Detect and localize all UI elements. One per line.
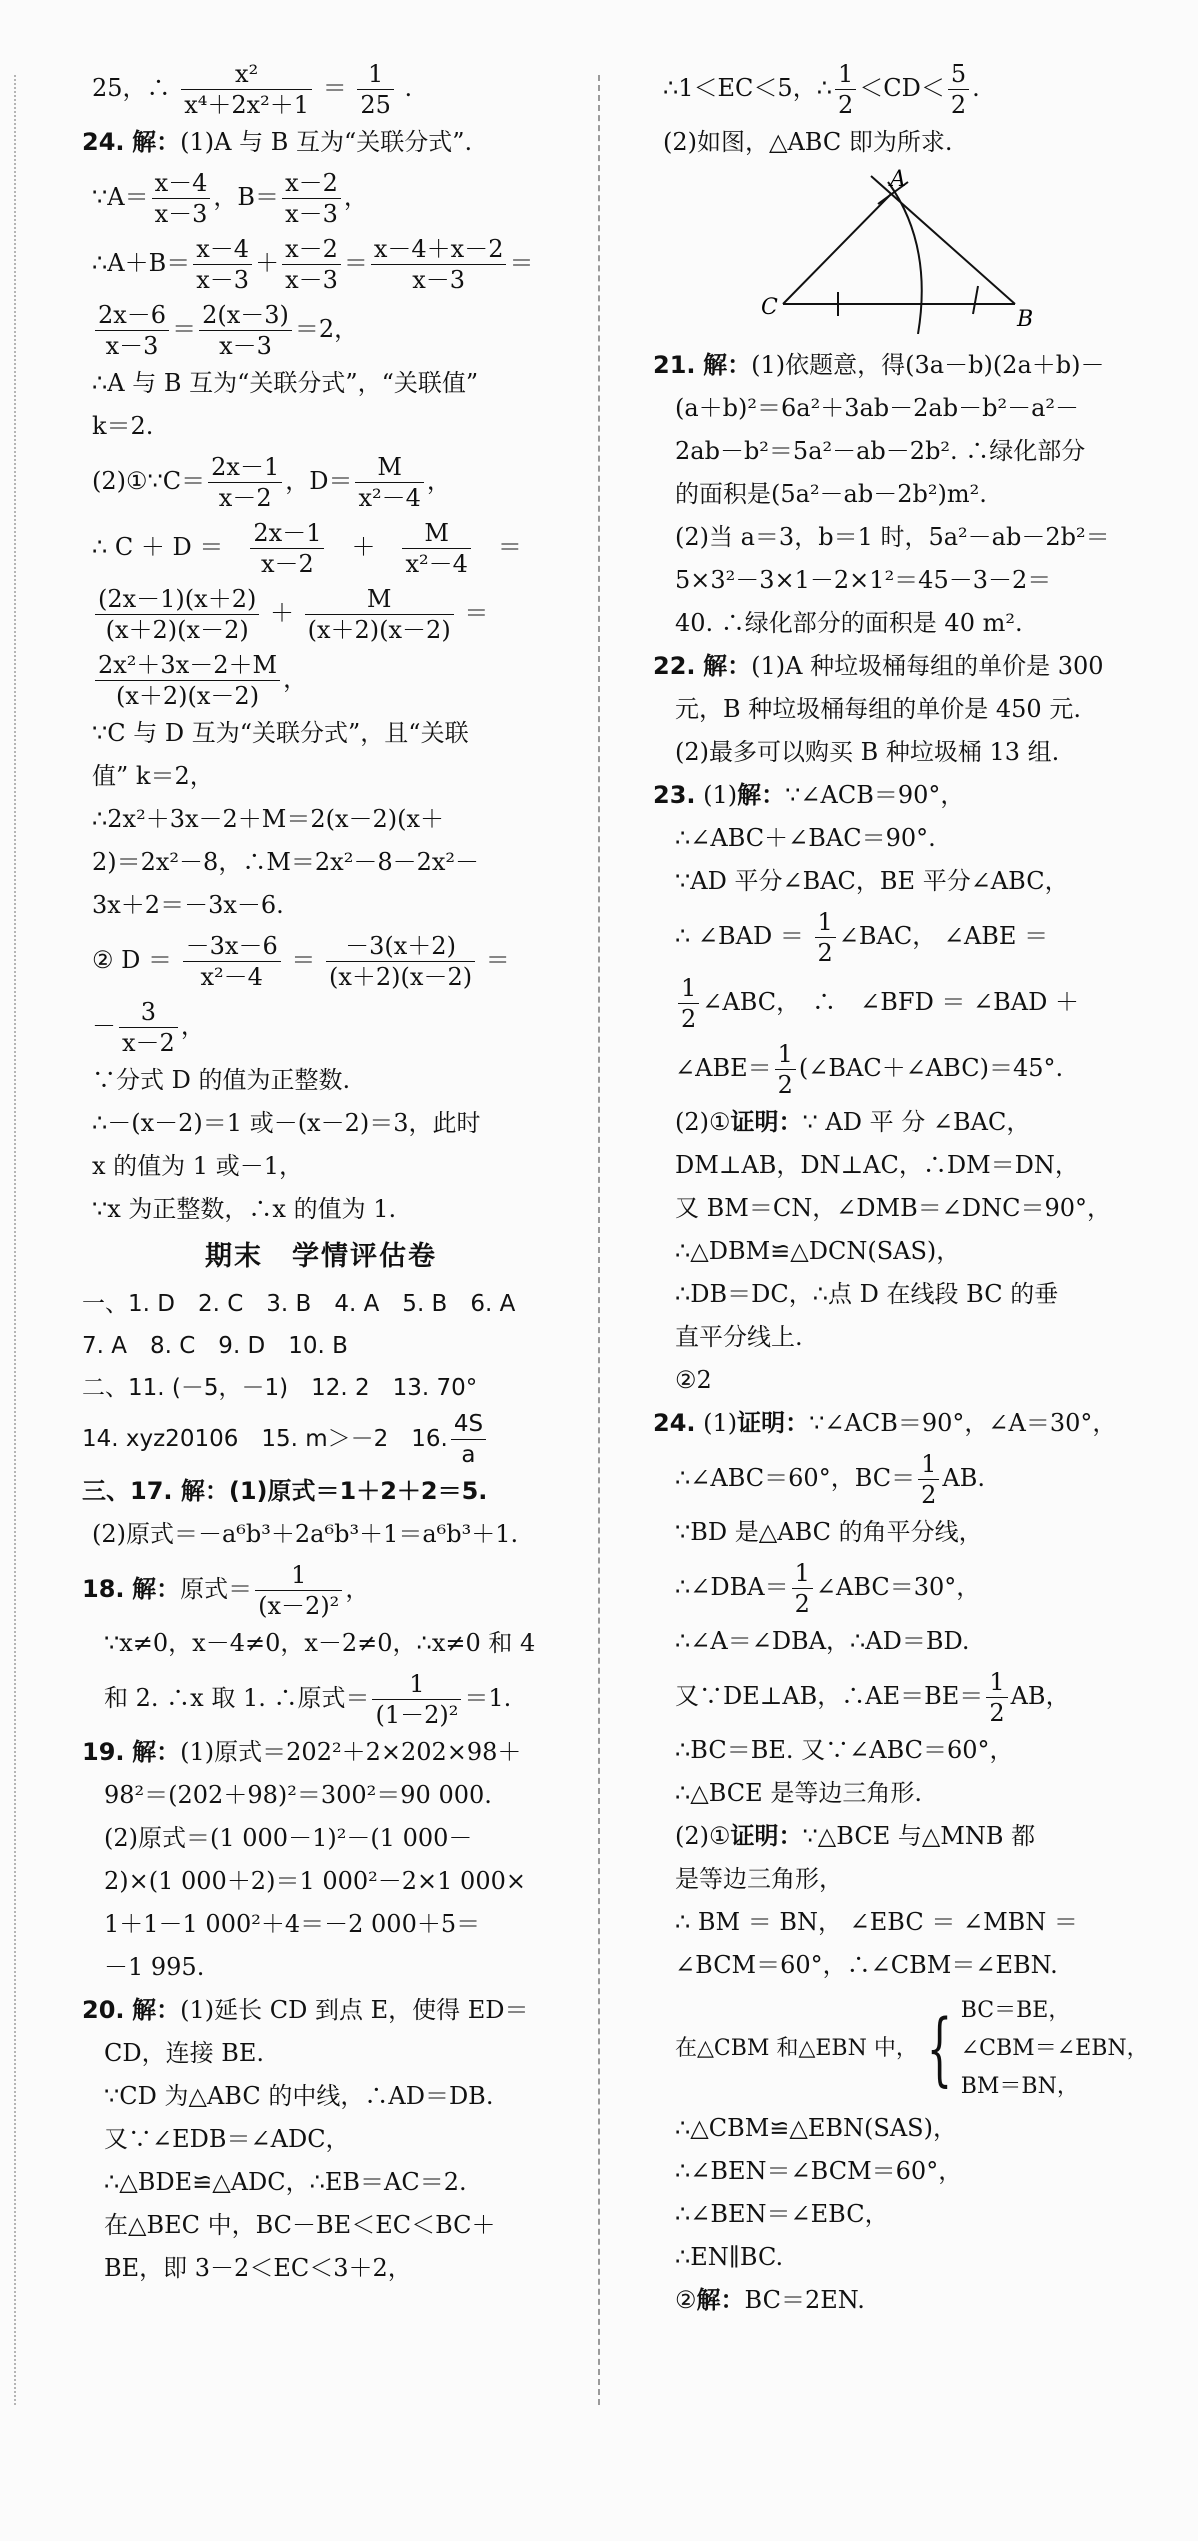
answer-row: 14. xyz20106 15. m＞－2 16. $\frac{4S}{a}$ <box>82 1409 560 1470</box>
answer-row: 二、11. (－5，－1) 12. 2 13. 70° <box>82 1375 478 1401</box>
fraction: $\frac{x-2}{x-3}$ <box>282 168 341 229</box>
line: 2)＝2x²－8，∴M＝2x²－8－2x²－ <box>92 848 480 876</box>
line: ∴∠DBA＝ $\frac{1}{2}$ ∠ABC＝30°， <box>675 1559 981 1618</box>
line: 98²＝(202＋98)²＝300²＝90 000. <box>104 1781 492 1809</box>
line: (2)原式＝(1 000－1)²－(1 000－ <box>104 1824 473 1852</box>
answer-row: 一、1. D 2. C 3. B 4. A 5. B 6. A <box>82 1291 516 1317</box>
line: 又 BM＝CN，∠DMB＝∠DNC＝90°， <box>675 1194 1112 1222</box>
line: ∴△CBM≌△EBN(SAS)， <box>675 2114 957 2142</box>
line: (2)①∵C＝ $\frac{2x-1}{x-2}$ ，D＝ $\frac{M}{\text{x²－4}}$ ， <box>92 453 451 512</box>
line: ∠ABE＝ $\frac{1}{2}$ (∠BAC＋∠ABC)＝45°. <box>675 1040 1064 1099</box>
line: 40. ∴绿化部分的面积是 40 m². <box>675 609 1023 637</box>
line: 2ab－b²＝5a²－ab－2b². ∴绿化部分 <box>675 437 1086 465</box>
line: 的面积是(5a²－ab－2b²)m². <box>675 480 987 508</box>
solution-label: 解： <box>132 128 181 156</box>
line: CD，连接 BE. <box>104 2039 265 2067</box>
line: (2)原式＝－a⁶b³＋2a⁶b³＋1＝a⁶b³＋1. <box>92 1520 519 1548</box>
side-AB <box>871 176 1015 304</box>
line: DM⊥AB，DN⊥AC，∴DM＝DN， <box>675 1151 1079 1179</box>
line: 直平分线上. <box>675 1323 803 1351</box>
line: 1＋1－1 000²＋4＝－2 000＋5＝ <box>104 1910 481 1938</box>
line: ∴1＜EC＜5，∴ $\frac{1}{2}$ ＜CD＜ $\frac{5}{2}$ . <box>663 60 980 119</box>
line: (a＋b)²＝6a²＋3ab－2ab－b²－a²－ <box>675 394 1080 422</box>
line: (2)当 a＝3，b＝1 时，5a²－ab－2b²＝ <box>675 523 1110 551</box>
line: BE，即 3－2＜EC＜3＋2， <box>104 2254 412 2282</box>
line: ∴∠BEN＝∠EBC， <box>675 2200 889 2228</box>
line: ∵x 为正整数，∴x 的值为 1. <box>92 1195 397 1223</box>
line: ∴－(x－2)＝1 或－(x－2)＝3，此时 <box>92 1109 481 1137</box>
line: ∵C 与 D 互为“关联分式”，且“关联 <box>92 719 469 747</box>
line: k＝2. <box>92 412 154 440</box>
line: ②解：BC＝2EN. <box>675 2286 865 2314</box>
vertex-label-B: B <box>1017 307 1034 332</box>
text: 25，∴ <box>92 74 171 102</box>
question-24: 24. 解：(1)A 与 B 互为“关联分式”. <box>82 128 473 156</box>
question-21: 21. 解：(1)依题意，得(3a－b)(2a＋b)－ <box>653 351 1105 379</box>
line: ∴ ∠BAD ＝ $\frac{1}{2}$ ∠BAC， ∠ABE ＝ <box>675 908 1049 967</box>
left-column <box>82 55 560 2290</box>
line: ∴A 与 B 互为“关联分式”，“关联值” <box>92 369 479 397</box>
line: － $\frac{3}{x-2}$ ， <box>92 998 205 1057</box>
line: $\frac{\text{2x²＋3x－2＋M}}{(x+2)(x-2)}$ ， <box>82 646 560 712</box>
fraction: $\frac{\text{x²}}{\text{x⁴＋2x²＋1}}$ <box>181 59 312 120</box>
line: 在△BEC 中，BC－BE＜EC＜BC＋ <box>104 2211 496 2239</box>
line: ∴△BCE 是等边三角形. <box>675 1779 922 1807</box>
line: ∵x≠0，x－4≠0，x－2≠0，∴x≠0 和 4 <box>104 1629 536 1657</box>
line: 和 2. ∴x 取 1. ∴原式＝ $\frac{1}{\text{(1－2)²}}$ ＝1. <box>104 1670 512 1729</box>
question-24-right: 24. (1)证明：∵∠ACB＝90°，∠A＝30°， <box>653 1409 1117 1437</box>
line: 值” k＝2， <box>92 762 214 790</box>
line: 2)×(1 000＋2)＝1 000²－2×1 000× <box>104 1867 526 1895</box>
question-20: 20. 解：(1)延长 CD 到点 E，使得 ED＝ <box>82 1996 529 2024</box>
line: (2)如图，△ABC 即为所求. <box>663 128 953 156</box>
line: 5×3²－3×1－2×1²＝45－3－2＝ <box>675 566 1052 594</box>
line: ∵分式 D 的值为正整数. <box>92 1066 351 1094</box>
brace: { <box>926 2001 953 2095</box>
fraction: $\frac{1}{25}$ <box>357 59 394 120</box>
triangle-diagram <box>753 164 1053 334</box>
question-17: 三、17. 解：(1)原式＝1＋2＋2＝5. <box>82 1477 488 1505</box>
answer-row: 7. A 8. C 9. D 10. B <box>82 1333 348 1359</box>
line: ∵CD 为△ABC 的中线，∴AD＝DB. <box>104 2082 494 2110</box>
line: ∴∠ABC＝60°，BC＝ $\frac{1}{2}$ AB. <box>675 1450 986 1509</box>
line: ∴EN∥BC. <box>675 2243 784 2271</box>
question-number: 24. <box>82 128 125 156</box>
line: (2)①证明：∵△BCE 与△MNB 都 <box>675 1822 1036 1850</box>
line: $\frac{2x-6}{x-3}$ ＝ $\frac{2(x-3)}{x-3}$ ＝2， <box>82 296 560 362</box>
line: ∴BC＝BE. 又∵∠ABC＝60°， <box>675 1736 1014 1764</box>
line: (2)①证明：∵ AD 平 分 ∠BAC， <box>675 1108 1031 1136</box>
line: ∴∠BEN＝∠BCM＝60°， <box>675 2157 963 2185</box>
line: ∴ C ＋ D ＝ $\frac{2x-1}{x-2}$ ＋ $\frac{M}{\text{x²－4}}$ ＝ <box>92 519 522 578</box>
triangle-figure <box>653 164 1123 344</box>
line: ∴∠A＝∠DBA，∴AD＝BD. <box>675 1627 970 1655</box>
question-22: 22. 解：(1)A 种垃圾桶每组的单价是 300 <box>653 652 1104 680</box>
line: ∴△BDE≌△ADC，∴EB＝AC＝2. <box>104 2168 467 2196</box>
line: 是等边三角形， <box>675 1865 843 1893</box>
vertex-label-A: A <box>890 167 906 192</box>
line: 在△CBM 和△EBN 中， { BC＝BE， ∠CBM＝∠EBN， BM＝BN， <box>653 1987 1123 2107</box>
line: －1 995. <box>104 1953 205 1981</box>
vertex-label-C: C <box>761 295 778 320</box>
line: ∵A＝ $\frac{x-4}{x-3}$ ，B＝ $\frac{x-2}{x-3}$ ， <box>92 169 368 228</box>
line: ∴∠ABC＋∠BAC＝90°. <box>675 824 936 852</box>
line: ∴DB＝DC，∴点 D 在线段 BC 的垂 <box>675 1280 1059 1308</box>
line: x 的值为 1 或－1， <box>92 1152 303 1180</box>
line: ②2 <box>675 1366 712 1394</box>
section-title: 期末 学情评估卷 <box>205 1241 437 1272</box>
fraction: $\frac{x-4}{x-3}$ <box>152 168 211 229</box>
line: ∴2x²＋3x－2＋M＝2(x－2)(x＋ <box>92 805 445 833</box>
line: $\frac{1}{2}$ ∠ABC， ∴ ∠BFD ＝ ∠BAD ＋ <box>653 969 1123 1035</box>
question-18: 18. 解：原式＝ $\frac{1}{\text{(x－2)²}}$ ， <box>82 1561 370 1620</box>
question-19: 19. 解：(1)原式＝202²＋2×202×98＋ <box>82 1738 522 1766</box>
question-23: 23. (1)解：∵∠ACB＝90°， <box>653 781 965 809</box>
line: 25，∴ $\frac{\text{x²}}{\text{x⁴＋2x²＋1}}$ ＝ $\frac{1}{25}$ . <box>92 60 413 119</box>
line: ∴A＋B＝ $\frac{x-4}{x-3}$ ＋ $\frac{x-2}{x-3}$ ＝ $\frac{x-4+x-2}{x-3}$ ＝ <box>92 235 534 294</box>
line: 又∵DE⊥AB，∴AE＝BE＝ $\frac{1}{2}$ AB， <box>675 1668 1070 1727</box>
line: (2)最多可以购买 B 种垃圾桶 13 组. <box>675 738 1060 766</box>
line: ∵BD 是△ABC 的角平分线， <box>675 1518 983 1546</box>
line: 3x＋2＝－3x－6. <box>92 891 284 919</box>
brace-group: { BC＝BE， ∠CBM＝∠EBN， BM＝BN， <box>926 1997 1149 2099</box>
line: 又∵∠EDB＝∠ADC， <box>104 2125 350 2153</box>
line: ∴ BM ＝ BN， ∠EBC ＝ ∠MBN ＝ <box>675 1908 1078 1936</box>
line: ∠BCM＝60°，∴∠CBM＝∠EBN. <box>675 1951 1058 1979</box>
line: ∵AD 平分∠BAC，BE 平分∠ABC， <box>675 867 1069 895</box>
tick-mark <box>973 286 978 314</box>
line: ② D ＝ $\frac{-3x-6}{\text{x²－4}}$ ＝ $\frac{-3(x+2)}{(x+2)(x-2)}$ ＝ <box>92 932 510 991</box>
line: ∴△DBM≌△DCN(SAS)， <box>675 1237 961 1265</box>
line: 元，B 种垃圾桶每组的单价是 450 元. <box>675 695 1081 723</box>
left-margin-line <box>14 75 16 2405</box>
side-CA <box>783 194 891 304</box>
line: $\frac{(2x-1)(x+2)}{(x+2)(x-2)}$ ＋ $\frac{M}{(x+2)(x-2)}$ ＝ <box>82 580 560 646</box>
right-column <box>653 55 1149 2322</box>
column-divider <box>598 75 600 2405</box>
